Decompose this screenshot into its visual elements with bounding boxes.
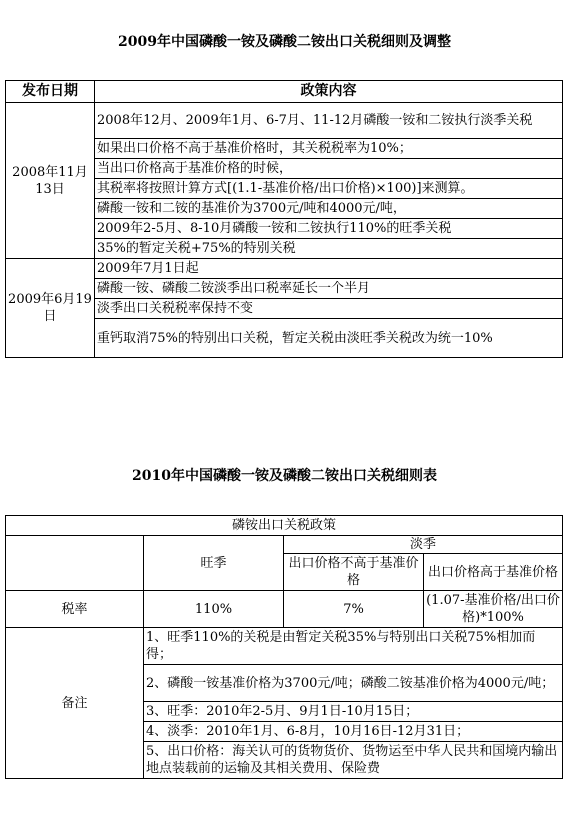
header-price-not-above-base: 出口价格不高于基准价格	[284, 554, 424, 591]
table-caption: 磷铵出口关税政策	[6, 516, 563, 536]
rate-peak: 110%	[144, 591, 284, 628]
policy-item: 如果出口价格不高于基准价格时，其关税税率为10%；	[95, 139, 563, 159]
header-date: 发布日期	[6, 81, 95, 103]
policy-item: 淡季出口关税税率保持不变	[95, 299, 563, 319]
header-peak-season: 旺季	[144, 536, 284, 591]
table-row	[6, 103, 563, 139]
rate-off-high: (1.07-基准价格/出口价格)*100%	[424, 591, 563, 628]
table2-title: 2010年中国磷酸一铵及磷酸二铵出口关税细则表	[132, 468, 437, 484]
policy-item: 其税率将按照计算方式[(1.1-基准价格/出口价格)×100)]来测算。	[95, 179, 563, 199]
table1-title: 2009年中国磷酸一铵及磷酸二铵出口关税细则及调整	[118, 34, 451, 50]
note-item: 1、旺季110%的关税是由暂定关税35%与特别出口关税75%相加而得；	[144, 628, 563, 665]
table-header-row	[6, 81, 563, 103]
table-row	[6, 259, 563, 279]
note-item: 4、淡季：2010年1月、6-8月，10月16日-12月31日；	[144, 722, 563, 742]
policy-table-2009	[5, 80, 563, 358]
policy-item: 当出口价格高于基准价格的时候，	[95, 159, 563, 179]
policy-item: 磷酸一铵和二铵的基准价为3700元/吨和4000元/吨，	[95, 199, 563, 219]
policy-item: 2009年2-5月、8-10月磷酸一铵和二铵执行110%的旺季关税	[95, 219, 563, 239]
header-off-season: 淡季	[284, 536, 563, 554]
note-item: 5、出口价格：海关认可的货物货价、货物运至中华人民共和国境内输出地点装载前的运输及其相关费用、保险费	[144, 742, 563, 779]
rate-off-low: 7%	[284, 591, 424, 628]
policy-item: 35%的暂定关税+75%的特别关税	[95, 239, 563, 259]
policy-item: 磷酸一铵、磷酸二铵淡季出口税率延长一个半月	[95, 279, 563, 299]
table-caption-row	[6, 516, 563, 536]
tariff-table-2010	[5, 515, 563, 779]
policy-item: 2009年7月1日起	[95, 259, 563, 279]
policy-item: 重钙取消75%的特别出口关税，暂定关税由淡旺季关税改为统一10%	[95, 319, 563, 358]
note-item: 3、旺季：2010年2-5月、9月1日-10月15日；	[144, 702, 563, 722]
table-row	[6, 628, 563, 665]
release-date: 2009年6月19日	[6, 259, 95, 358]
table-header-row	[6, 536, 563, 554]
empty-corner-cell	[6, 536, 144, 591]
notes-label: 备注	[6, 628, 144, 779]
policy-item: 2008年12月、2009年1月、6-7月、11-12月磷酸一铵和二铵执行淡季关税	[95, 103, 563, 139]
note-item: 2、磷酸一铵基准价格为3700元/吨；磷酸二铵基准价格为4000元/吨；	[144, 665, 563, 702]
table-row	[6, 591, 563, 628]
release-date: 2008年11月13日	[6, 103, 95, 259]
header-price-above-base: 出口价格高于基准价格	[424, 554, 563, 591]
header-content: 政策内容	[95, 81, 563, 103]
rate-label: 税率	[6, 591, 144, 628]
